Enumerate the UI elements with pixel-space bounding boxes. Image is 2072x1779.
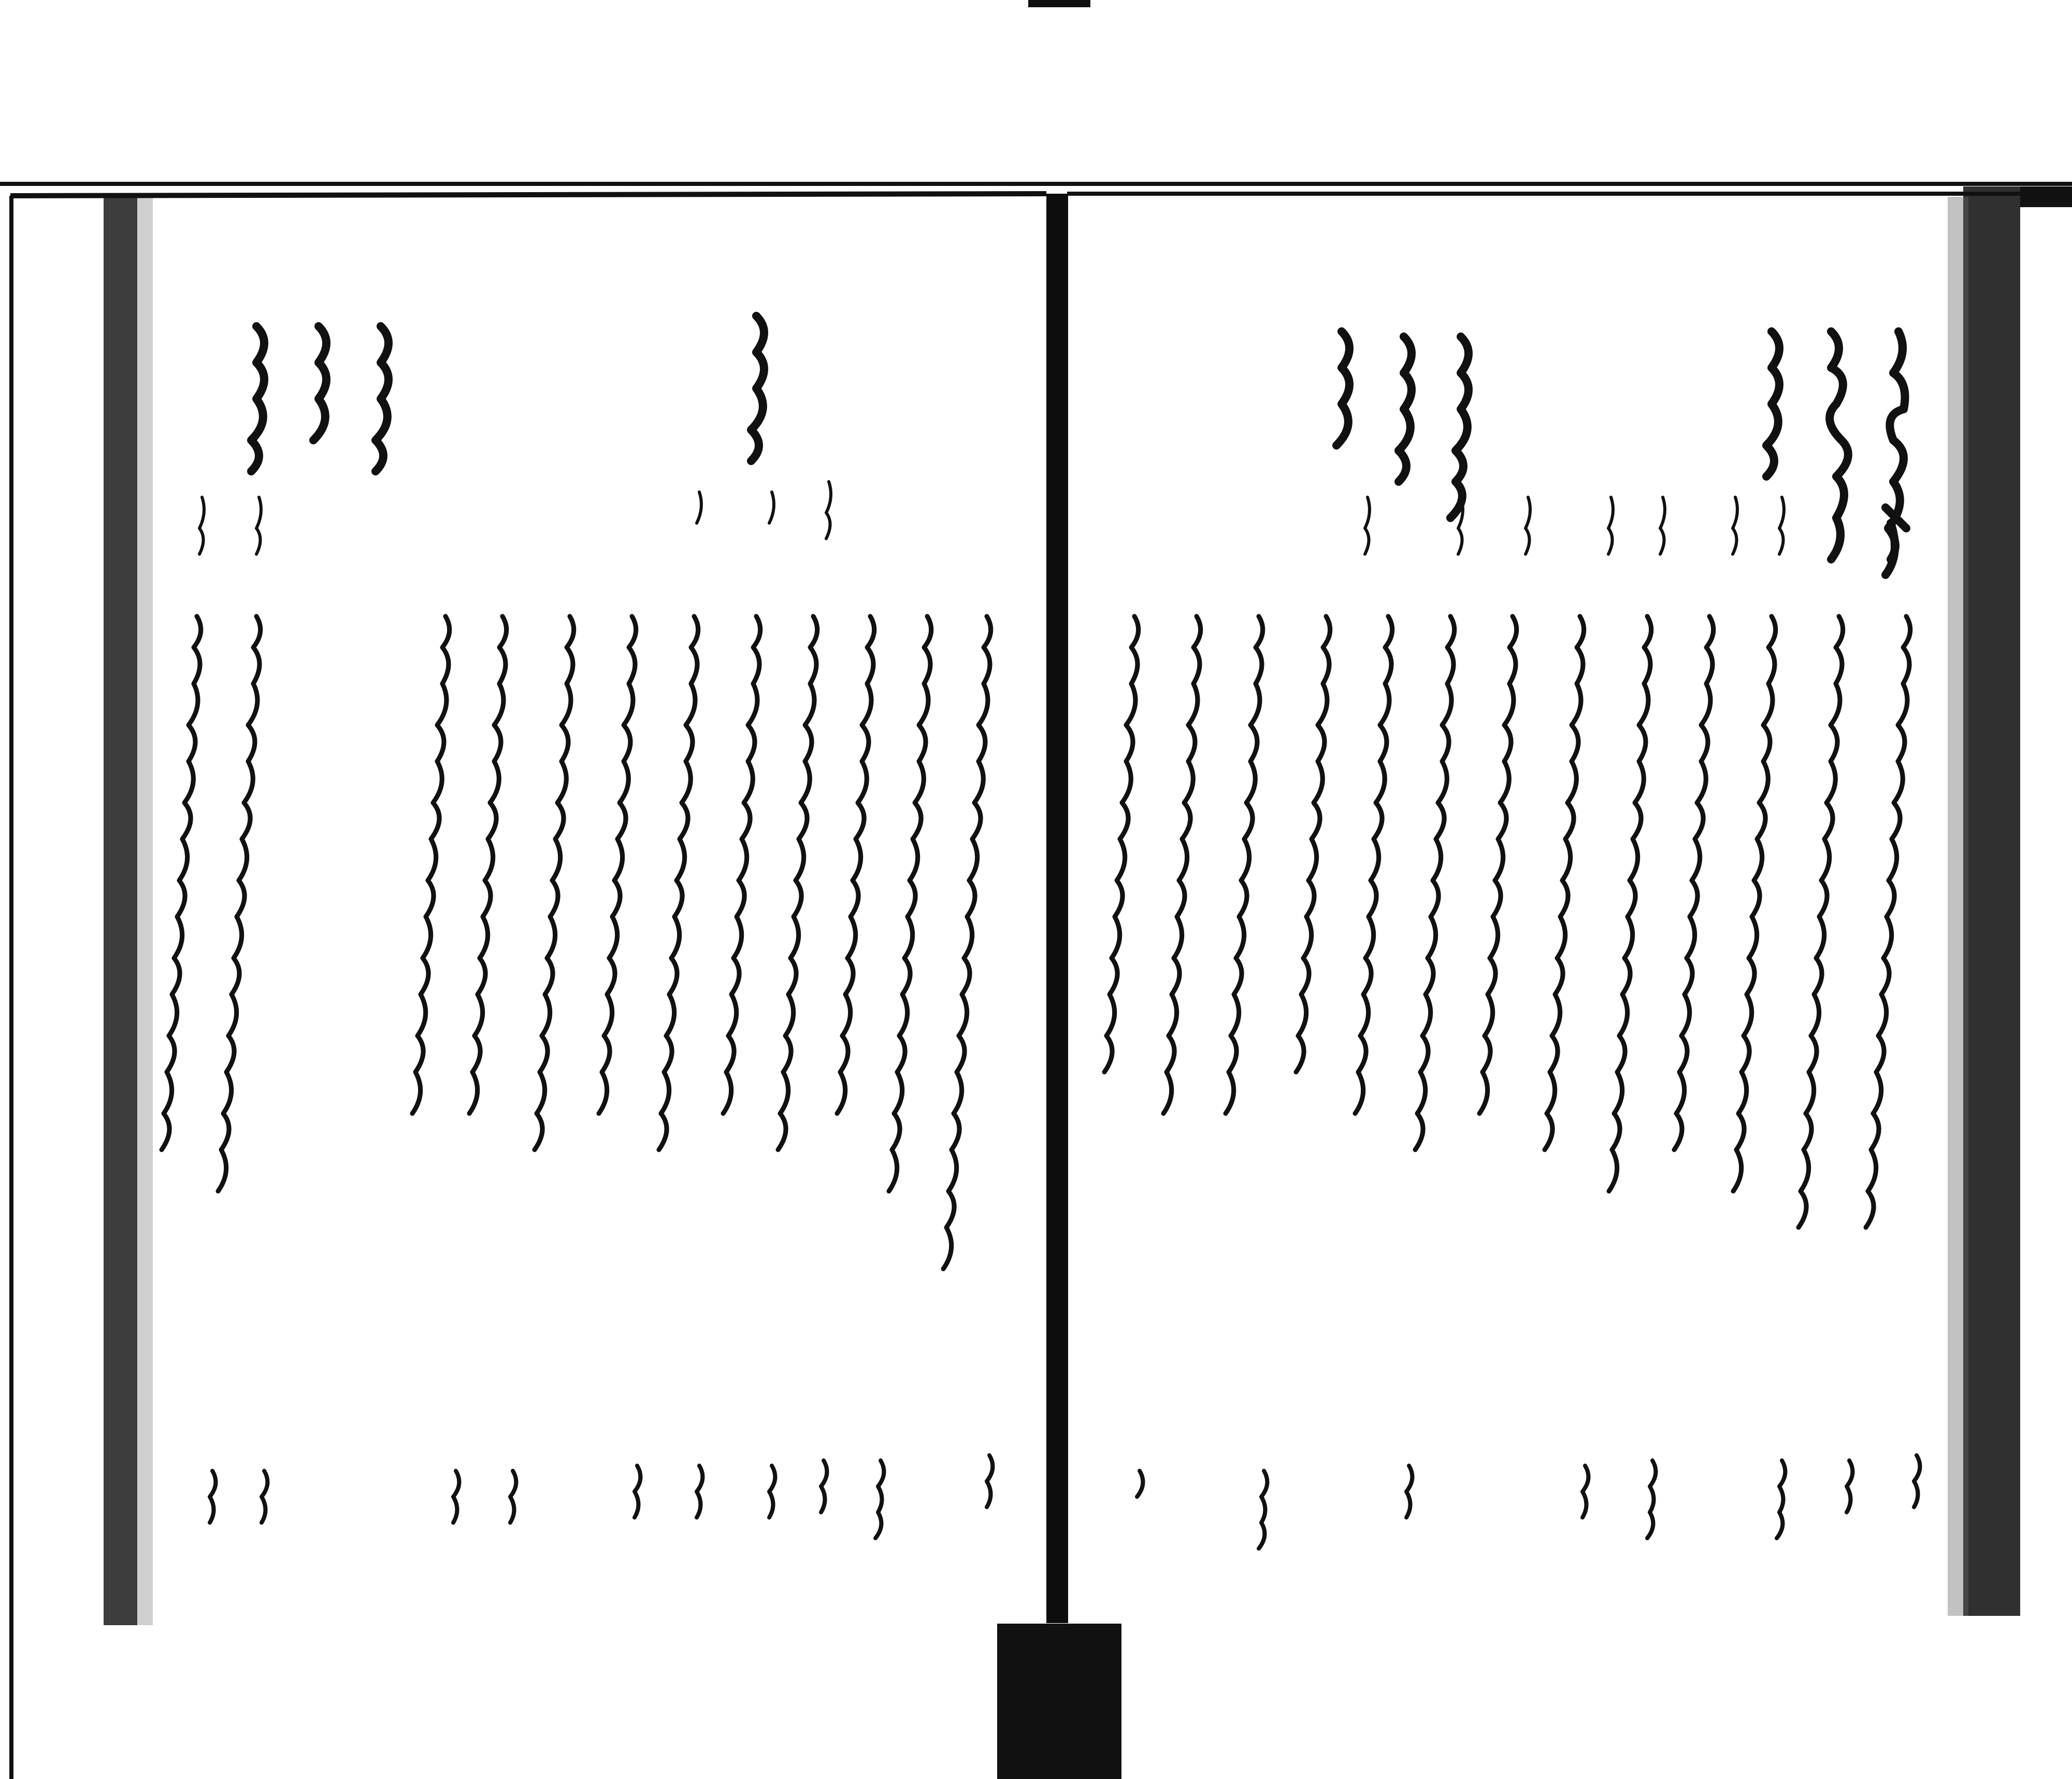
book-gutter: [1046, 194, 1068, 1623]
right-page-edge-lines: [1948, 197, 1968, 1616]
right-page-edge: [1963, 186, 2020, 1616]
top-film-strip: [0, 0, 2072, 186]
left-page: [10, 194, 1046, 1779]
left-page-top-edge: [10, 194, 1046, 196]
top-tab-mark: [1028, 0, 1090, 7]
left-page-edge: [104, 196, 137, 1625]
spine-bottom-block: [997, 1624, 1121, 1779]
left-page-edge-lines: [137, 196, 153, 1625]
right-page-corner: [2020, 186, 2072, 207]
